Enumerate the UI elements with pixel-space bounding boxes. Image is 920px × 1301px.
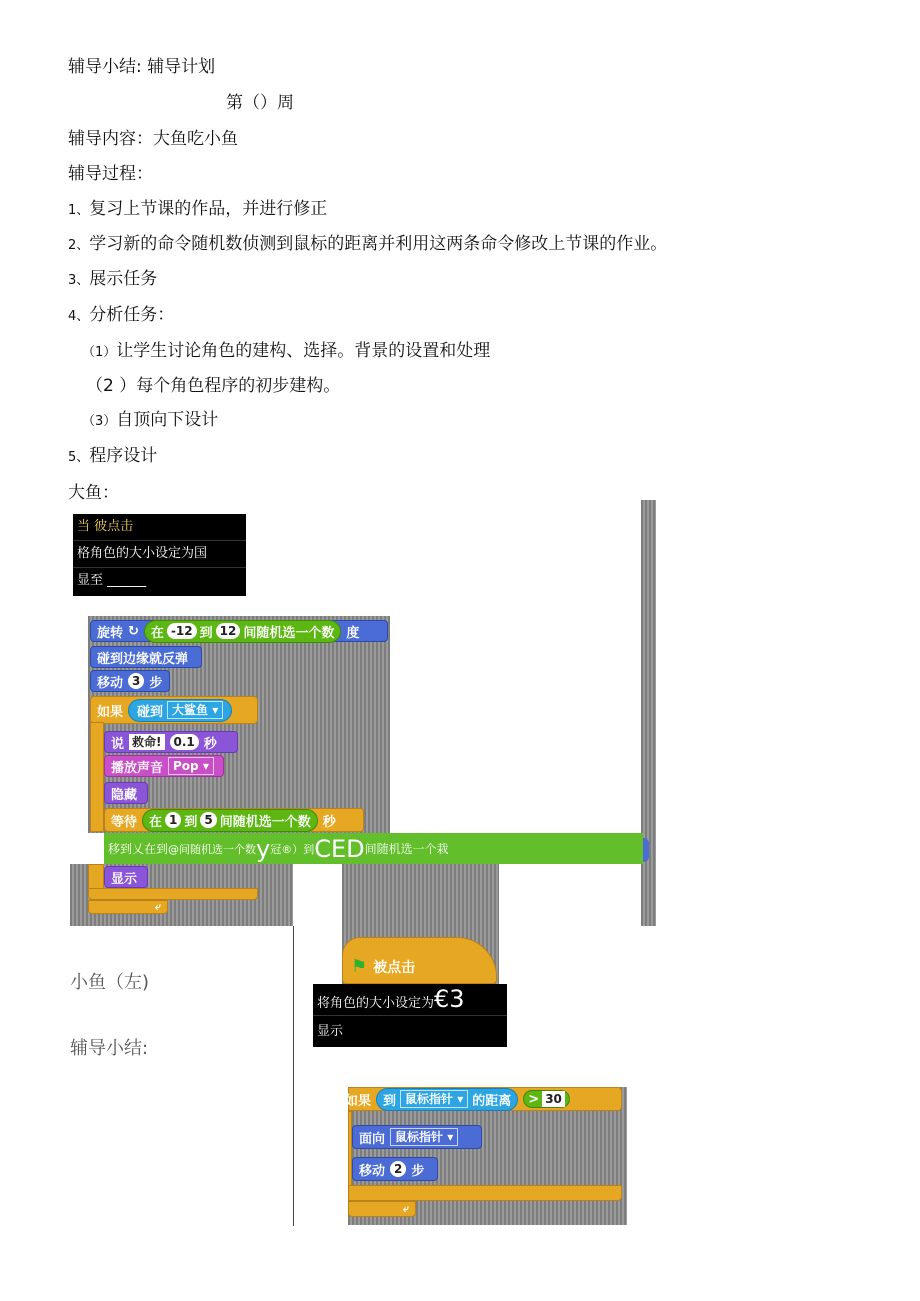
if-label: 如果 [97,704,124,720]
step-2 [68,229,667,254]
say-text-input[interactable]: 救命! [129,734,164,750]
right-scroll-strip [641,500,656,926]
point-towards-block[interactable] [352,1125,482,1149]
substep-3-text: 自顶向下设计 [116,410,219,430]
banner-part-d: 冠®）到 [270,842,315,856]
wait-min-input[interactable]: 1 [165,812,181,828]
script-text-box-2 [313,984,507,1047]
greater-than-symbol: > [528,1091,540,1107]
distance-target-dropdown[interactable] [400,1090,468,1108]
green-flag-hat-block[interactable] [342,937,497,984]
random-number-reporter[interactable] [144,620,341,643]
substep-1 [82,336,490,361]
if-block-arm [90,722,104,832]
if-distance-block[interactable] [345,1087,622,1111]
show-block[interactable] [104,866,148,888]
if-distance-bottom [348,1185,622,1201]
step-2-text: 学习新的命令随机数侦测到鼠标的距离并利用这两条命令修改上节课的作业。 [89,234,668,254]
distance-threshold-input[interactable]: 30 [542,1091,565,1107]
turn-random-block[interactable] [90,620,388,642]
box1-row-size: 格角色的大小设定为国 [73,540,246,567]
move-steps-block-2[interactable] [352,1157,438,1181]
loop-arrow-icon: ⤶ [402,1202,409,1215]
doc-line-week: 第（）周 [226,93,294,113]
face-target: 鼠标指针 [395,1130,444,1144]
wait-random-reporter[interactable] [142,809,318,832]
box2-row-size [313,984,507,1015]
wait-in-label: 在 [149,814,163,830]
wait-random-block[interactable] [104,808,364,832]
move-steps-input[interactable]: 3 [128,673,144,689]
substep-2: （2 ）每个角色程序的初步建构。 [86,376,341,396]
banner-part-f: 间随机选一个栽 [364,842,449,856]
forever-loop-bottom [88,888,258,900]
box2-size-label: 将角色的大小设定为 [317,996,435,1011]
move-label: 移动 [359,1163,386,1179]
if-touching-block[interactable] [90,696,258,724]
random-label: 间随机选一个数 [243,625,335,641]
doc-line-process: 辅导过程： [68,164,153,184]
sound-dropdown[interactable] [168,757,214,775]
go-to-random-banner[interactable] [104,833,643,864]
big-fish-heading: 大鱼： [68,483,119,503]
wait-seconds-label: 秒 [322,814,336,830]
step-3 [68,264,157,289]
summary-label: 辅导小结: [70,1038,149,1059]
show-label: 显示 [111,871,138,887]
move-label: 移动 [97,675,124,691]
box2-size-value: €3 [434,985,465,1013]
chevron-down-icon: ▾ [457,1092,464,1106]
green-flag-icon: ⚑ [351,956,368,977]
loop-arrow-icon: ⤶ [154,900,161,913]
doc-line-summary-plan: 辅导小结: 辅导计划 [68,57,216,77]
doc-line-content: 辅导内容：大鱼吃小鱼 [68,129,238,149]
if-block-arm-lower [88,864,104,890]
random-to-label: 到 [199,625,213,641]
say-seconds-label: 秒 [203,736,217,752]
substep-1-text: 让学生讨论角色的建构、选择。背景的设置和处理 [116,341,491,361]
touching-label: 碰到 [137,704,164,720]
wait-to-label: 到 [184,814,198,830]
say-label: 说 [111,736,125,752]
bounce-label: 碰到边缘就反弹 [97,651,189,667]
distance-label: 的距离 [472,1093,512,1109]
vertical-divider [293,926,294,1226]
distance-target: 鼠标指针 [405,1092,454,1106]
random-min-input[interactable]: -12 [167,623,197,639]
step-5-text: 程序设计 [89,446,158,466]
chevron-down-icon: ▾ [212,703,219,717]
step-1-number: 1、 [68,203,90,218]
touching-target-dropdown[interactable] [167,701,223,719]
step-3-number: 3、 [68,273,90,288]
random-in-label: 在 [150,625,164,641]
step-1-text: 复习上节课的作品，并进行修正 [89,199,328,219]
banner-blue-edge [643,838,649,862]
box1-row-show: 显至 ______ [73,567,246,594]
loop-foot [348,1201,416,1217]
hide-label: 隐藏 [111,787,138,803]
banner-part-a: 移到乂在到 [108,842,169,856]
degree-label: 度 [346,625,360,641]
wait-random-label: 间随机选一个数 [219,814,311,830]
turn-label: 旋转 [97,625,124,641]
distance-reporter[interactable] [376,1088,518,1111]
forever-loop-foot [88,900,168,914]
move-steps-block[interactable] [90,670,170,692]
face-label: 面向 [359,1131,386,1147]
step-1 [68,194,327,219]
touching-target: 大鲨鱼 [172,703,209,717]
random-max-input[interactable]: 12 [216,623,241,639]
banner-part-c: y [256,834,271,863]
step-4-text: 分析任务： [89,305,175,325]
wait-label: 等待 [111,814,138,830]
script-text-box-1 [73,514,246,596]
banner-part-b: @间随机选一个数 [168,842,257,856]
play-sound-block[interactable] [104,755,224,777]
small-fish-left-label: 小鱼（左) [70,972,150,993]
box2-row-show: 显示 [313,1015,507,1047]
substep-1-number: （1） [82,345,117,360]
substep-3-number: （3） [82,414,117,429]
play-sound-label: 播放声音 [111,760,164,776]
step-5 [68,441,157,466]
step-4-number: 4、 [68,309,90,324]
banner-part-e: CED [314,834,365,863]
rotate-icon: ↻ [128,623,139,639]
steps-label: 步 [149,675,163,691]
bounce-on-edge-block[interactable] [90,646,202,668]
step-5-number: 5、 [68,450,90,465]
face-target-dropdown[interactable] [390,1128,458,1146]
chevron-down-icon: ▾ [447,1130,454,1144]
hide-block[interactable] [104,782,148,804]
say-for-secs-block[interactable] [104,731,238,753]
substep-3 [82,405,218,430]
greater-than-operator[interactable] [523,1090,570,1108]
step-3-text: 展示任务 [89,269,158,289]
say-seconds-input[interactable]: 0.1 [170,734,199,750]
box1-row-hat: 当 彼点击 [77,519,134,534]
touching-condition[interactable] [128,699,232,722]
step-4 [68,300,174,325]
distance-to-label: 到 [383,1093,397,1109]
if-label: 如果 [345,1093,372,1109]
move-steps-input-2[interactable]: 2 [390,1161,406,1177]
wait-max-input[interactable]: 5 [200,812,216,828]
sound-name: Pop [173,759,199,773]
chevron-down-icon: ▾ [202,759,209,773]
step-2-number: 2、 [68,238,90,253]
steps-label: 步 [411,1163,425,1179]
hat-label: 被点击 [373,959,416,976]
